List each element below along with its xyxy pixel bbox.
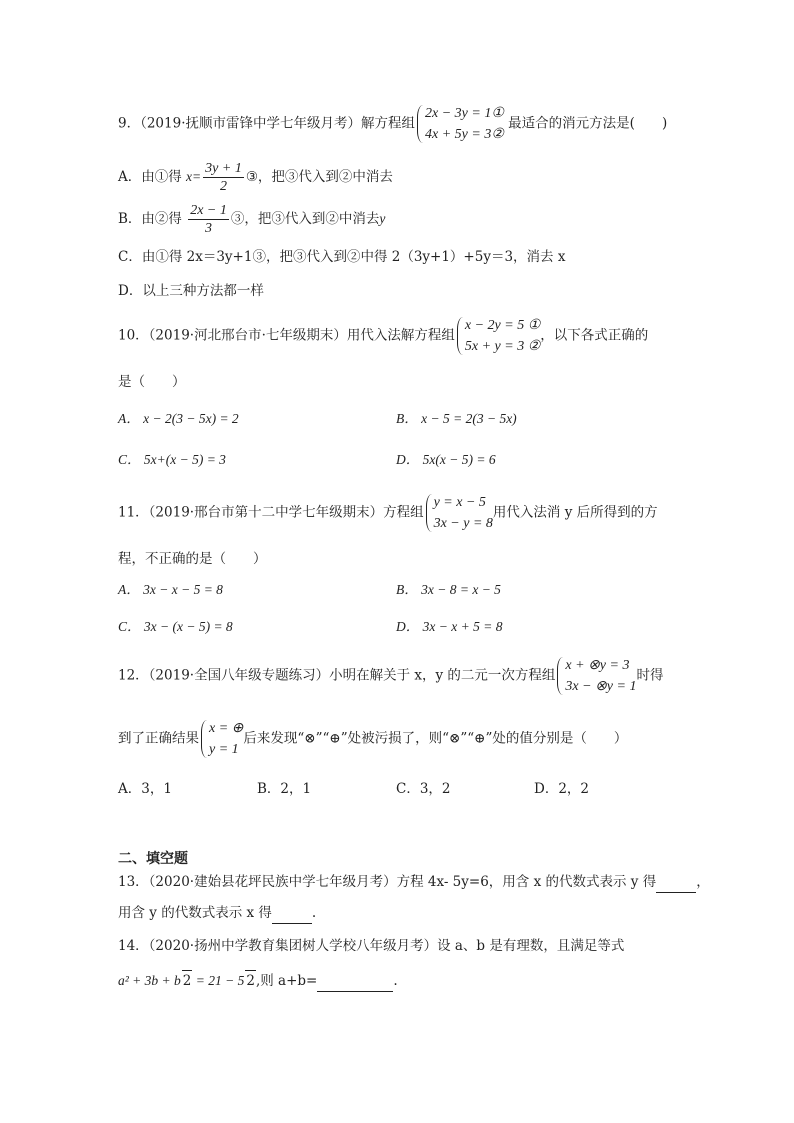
q11-stem-cont: 程，不正确的是（ ）: [118, 551, 267, 567]
q10-option-d: D． 5x(x − 5) = 6: [396, 452, 496, 467]
q14-answer-blank[interactable]: [317, 971, 393, 992]
q9-option-c: C．由①得 2x＝3y+1③，把③代入到②中得 2（3y+1）+5y＝3，消去 x: [118, 249, 566, 265]
q10-system: x − 2y = 5 ① 5x + y = 3 ②: [455, 315, 540, 357]
q10-stem-cont: 是（ ）: [118, 374, 186, 390]
q9-stem: 9．（2019·抚顺市雷锋中学七年级月考）解方程组 2x − 3y = 1① 4x + 5y = 3② 最适合的消元方法是( ): [118, 103, 667, 145]
q9-option-b: B．由②得 $\frac{2x - 1}{3}$ ③，把③代入到②中消去y: [118, 203, 386, 236]
q9-system: 2x − 3y = 1① 4x + 5y = 3②: [415, 103, 504, 145]
q11-system: y = x − 5 3x − y = 8: [424, 492, 493, 534]
q12-option-c: C．3，2: [396, 781, 451, 797]
q13-line2: 用含 y 的代数式表示 x 得 .: [118, 903, 316, 924]
q10-option-b: B． x − 5 = 2(3 − 5x): [396, 411, 517, 426]
q13-answer-blank-1[interactable]: [656, 872, 696, 893]
sqrt-2-b: 2: [245, 970, 256, 991]
q13-line1: 13．（2020·建始县花坪民族中学七年级月考）方程 4x- 5y=6，用含 x 的代数式表示 y 得 ，: [118, 872, 710, 893]
q14-line2: a² + 3b + b 2 = 21 − 5 2,则 a+b= .: [118, 970, 398, 992]
q11-option-b: B． 3x − 8 = x − 5: [396, 582, 501, 597]
section-heading: 二、填空题: [118, 851, 188, 867]
q9-option-a: A．由①得 x= $\frac{3y + 1}{2}$ ③，把③代入到②中消去: [118, 161, 393, 194]
q9-b-fraction: $\frac{2x - 1}{3}$: [190, 203, 227, 236]
q13-answer-blank-2[interactable]: [272, 903, 312, 924]
sqrt-2-a: 2: [182, 970, 193, 991]
q12-option-d: D．2，2: [534, 781, 590, 797]
q10-option-a: A． x − 2(3 − 5x) = 2: [118, 411, 239, 426]
q14-line1: 14．（2020·扬州中学教育集团树人学校八年级月考）设 a、b 是有理数，且满足等式: [118, 938, 625, 954]
q12-option-b: B．2，1: [257, 781, 312, 797]
q12-system: x + ⊗y = 3 3x − ⊗y = 1: [555, 655, 636, 697]
q12-result-system: x = ⊕ y = 1: [199, 718, 243, 760]
q12-stem-cont: 到了正确结果 x = ⊕ y = 1 后来发现“⊗”“⊕”处被污损了，则“⊗”“⊕”处的值分别是（ ）: [118, 718, 627, 760]
q11-option-a: A． 3x − x − 5 = 8: [118, 582, 223, 597]
q12-option-a: A．3，1: [118, 781, 172, 797]
q11-stem: 11．（2019·邢台市第十二中学七年级期末）方程组 y = x − 5 3x − y = 8 用代入法消 y 后所得到的方: [118, 492, 658, 534]
q10-option-c: C． 5x+(x − 5) = 3: [118, 452, 226, 467]
q11-option-d: D． 3x − x + 5 = 8: [396, 619, 503, 634]
q11-option-c: C． 3x − (x − 5) = 8: [118, 619, 233, 634]
q9-option-d: D．以上三种方法都一样: [118, 283, 264, 299]
q10-stem: 10．（2019·河北邢台市·七年级期末）用代入法解方程组 x − 2y = 5 ① 5x + y = 3 ② ，以下各式正确的: [118, 315, 648, 357]
q12-stem: 12．（2019·全国八年级专题练习）小明在解关于 x，y 的二元一次方程组 x + ⊗y = 3 3x − ⊗y = 1 时得: [118, 655, 663, 697]
q9-a-fraction: $\frac{3y + 1}{2}$: [205, 161, 242, 194]
